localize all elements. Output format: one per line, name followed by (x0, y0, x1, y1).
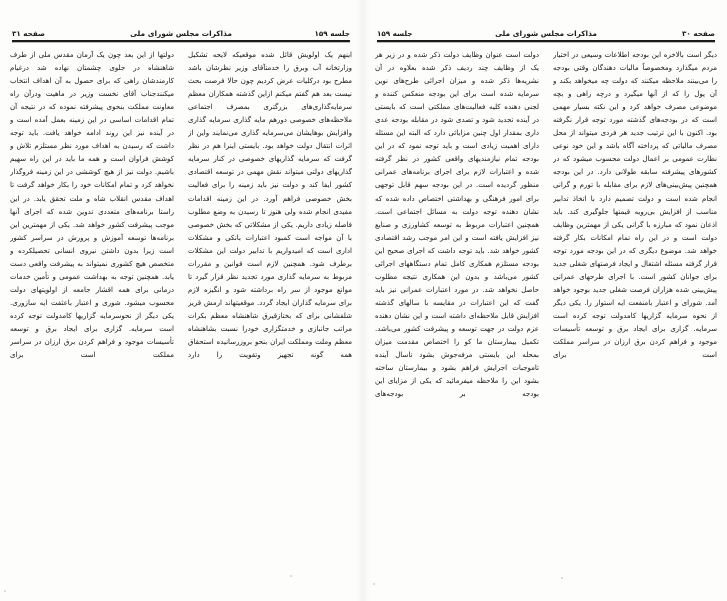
body-text: اینهم یک اولویش قائل شده موقعیکه لایحه تشکیل وزارتخانه آب وبرق را خدمتآقای وزیر نظرشان باشد مطرح بود درکلیات عرض کردیم چون حالا فرصت بحث نیست بعد هم گفتم میکنم ازاین گذشته همکاران معظم سرمایه‌گذاری‌های بزرگتری بمصرف اجتماعی ملاحظه‌های خصوصی دورهم مایه گذاری سرمایه گذاری وافزایش بوهایشان می‌سرمایه گذاری می‌نمایند واین از اثرات انتقال دولت خواهد بود. بایستی اینرا هم در نظر گرفت که سرمایه گذاریهای خصوصی در کنار سرمایه گذاریهای دولتی میتواند نقش مهمی در توسعه اقتصادی کشور ایفا کند و دولت نیز باید زمینه را برای فعالیت بخش خصوصی فراهم آورد. در این زمینه اقدامات مفیدی انجام شده ولی هنوز تا رسیدن به وضع مطلوب فاصله زیادی داریم. یکی از مشکلاتی که بخش خصوصی با آن مواجه است کمبود اعتبارات بانکی و مشکلات اداری است که امیدواریم با تدابیر دولت این مشکلات برطرف شود. همچنین لازم است قوانین و مقررات مربوط به سرمایه گذاری مورد تجدید نظر قرار گیرد تا موانع موجود از سر راه برداشته شود و انگیزه لازم برای سرمایه گذاران ایجاد گردد. موقعیتهاند ارمش قریر شلفشانی برای که بختازقیرق شاهنشاه معظم بکرات مراتب جانبازی و خدمتگزاری خودرا نسبت بشاهنشاه معظم وملت ومملکت ایران بنحو بروزرسانیده استحقاق همه گونه تجهیز وتقویت را دارد (188, 50, 352, 360)
scan-speck (561, 577, 563, 579)
scan-speck (290, 575, 292, 577)
column-outer-left (188, 48, 352, 570)
column-inner-left (10, 48, 174, 570)
page-right (365, 0, 727, 601)
page-header-left (12, 22, 350, 38)
body-text: دولتها از این بعد چون یک آرمان مقدس ملی از طرف شاهنشاه در جلوی چشمتان نهاده شد درغیام کارمندشان راهی که برای حصول به آن اهداف انتخاب میکنندجناب آقای نخست وزیر در ماهیت ودرآن راه معاونت مملکت بنحوی پیشرفته نموده که در نتیجه آن تمام اقدامات اساسی در این زمینه بعمل آمده است و در آینده نیز این روند ادامه خواهد یافت. باید توجه داشت که رسیدن به اهداف مورد نظر مستلزم تلاش و کوشش فراوان است و همه ما باید در این راه سهیم باشیم. دولت نیز از هیچ کوششی در این زمینه فروگذار نخواهد کرد و تمام امکانات خود را بکار خواهد گرفت تا اهداف مقدس انقلاب شاه و ملت تحقق یابد. در این راستا برنامه‌های متعددی تدوین شده که اجرای آنها موجب پیشرفت کشور خواهد شد. یکی از مهمترین این برنامه‌ها توسعه آموزش و پرورش در سراسر کشور است زیرا بدون داشتن نیروی انسانی تحصیلکرده و متخصص هیچ کشوری نمیتواند به پیشرفت واقعی دست یابد. همچنین توجه به بهداشت عمومی و تأمین خدمات درمانی برای همه اقشار جامعه از اولویتهای دولت محسوب میشود. شوری و اعتبار باعثفت ایه سازوری. یکی دیگر از نحوسرمایه گزاریها کامدولت توجه کرده است سرمایه. گزاری برای ایجاد برق و توسعه تأسیسات موجود و فراهم کردن برق ارزان در سراسر مملکت است برای (10, 50, 174, 360)
column-outer-right (375, 48, 539, 570)
document-title-right: مذاکرات مجلس شورای ملی (495, 29, 597, 38)
session-number-right: جلسه ۱۵۹ (377, 29, 413, 38)
session-number-left: جلسه ۱۵۹ (314, 29, 350, 38)
page-left (0, 0, 362, 601)
page-number-right: صفحه ۳۰ (682, 29, 715, 38)
page-header-right (377, 22, 715, 38)
body-text: دیگر است بالاخره این بودجه اطلاعات وسیعی در اختیار مردم میگذارد ومخصوصاً مالیات دهندگان وقتی بودجه را می‌بینند ملاحظه میکنند که دولت چه میخواهد بکند و آن پول را که از آنها میگیرد و درچه راهی و بچه موضوعی مصرف خواهد کرد و این نکته بسیار مهمی است که در بودجه‌های گذشته مورد توجه قرار نگرفته بود. اکنون با این ترتیب جدید هر فردی میتواند از محل مصرف مالیاتی که پرداخته آگاه باشد و این خود نوعی نظارت عمومی بر اعمال دولت محسوب میشود که در کشورهای پیشرفته سابقه طولانی دارد. در این بودجه همچنین پیش‌بینی‌های لازم برای مقابله با تورم و گرانی انجام شده است و دولت تصمیم دارد با اتخاذ تدابیر مناسب از افزایش بی‌رویه قیمتها جلوگیری کند. باید اذعان نمود که مبارزه با گرانی یکی از مهمترین وظایف دولت است و در این راه تمام امکانات بکار گرفته خواهد شد. موضوع دیگری که در این بودجه مورد توجه قرار گرفته مسئله اشتغال و ایجاد فرصتهای شغلی جدید برای جوانان کشور است. با اجرای طرحهای عمرانی پیش‌بینی شده هزاران فرصت شغلی جدید بوجود خواهد آمد. شورای و اعتبار بامنفعت ایه استوار را. یکی دیگر از نحوه سرمایه گزاریها کامدولت توجه کرده است سرمایه. گزاری برای ایجاد برق و توسعه تأسیسات موجود و فراهم کردن برق ارزان در سراسر مملکت است برای (553, 50, 717, 360)
header-rule-right (377, 40, 715, 42)
page-number-left: صفحه ۳۱ (12, 29, 45, 38)
scan-speck (4, 590, 6, 592)
document-title-left: مذاکرات مجلس شورای ملی (130, 29, 232, 38)
scan-speck (373, 583, 375, 585)
body-text: دولت است عنوان وظایف دولت ذکر شده و در زیر هر یک از وظایف چند ردیف ذکر شده بعلاوه در آن نشریه‌ها ذکر شده و میزان اجرائی طرح‌های نوین سرمایه شده است برای این بودجه منعکس کننده و لجنی دهنده کلیه فعالیت‌های مملکتی است که بایستی در آینده تجدید شود و تصدی شود در مقابله بودجه عدی داری بمقدار اول چنین مزایائی دارد که البته این مسئله دارای اهمیت زیادی است و باید توجه نمود که در این بودجه تمام نیازمندیهای واقعی کشور در نظر گرفته شده و اعتبارات لازم برای اجرای برنامه‌های عمرانی منظور گردیده است. در این بودجه سهم قابل توجهی برای امور فرهنگی و بهداشتی اختصاص داده شده که نشان دهنده توجه دولت به مسائل اجتماعی است. همچنین اعتبارات مربوط به توسعه کشاورزی و صنایع نیز افزایش یافته است و این امر موجب رشد اقتصادی کشور خواهد شد. باید توجه داشت که اجرای صحیح این بودجه مستلزم همکاری کامل تمام دستگاههای اجرائی کشور می‌باشد و بدون این همکاری نتیجه مطلوب حاصل نخواهد شد. در مورد اعتبارات عمرانی نیز باید گفت که این اعتبارات در مقایسه با سالهای گذشته افزایش قابل ملاحظه‌ای داشته است و این نشان دهنده عزم دولت در جهت توسعه و پیشرفت کشور می‌باشد. تکمیل بیمارستان ما کو را اختصاص مقدمت میزان بمحله این بایستی مرفه‌جوش بشود تاسال آینده تاموجبات اجرایش فراهم بشود و بیمارستان ساخته بشود این را ملاحظه میفرمائید که یکی از مزایای این بودجه بر بودجه‌های (375, 50, 539, 399)
text-columns-left (10, 48, 352, 570)
column-inner-right (553, 48, 717, 570)
text-columns-right (375, 48, 717, 570)
header-rule-left (12, 40, 350, 42)
